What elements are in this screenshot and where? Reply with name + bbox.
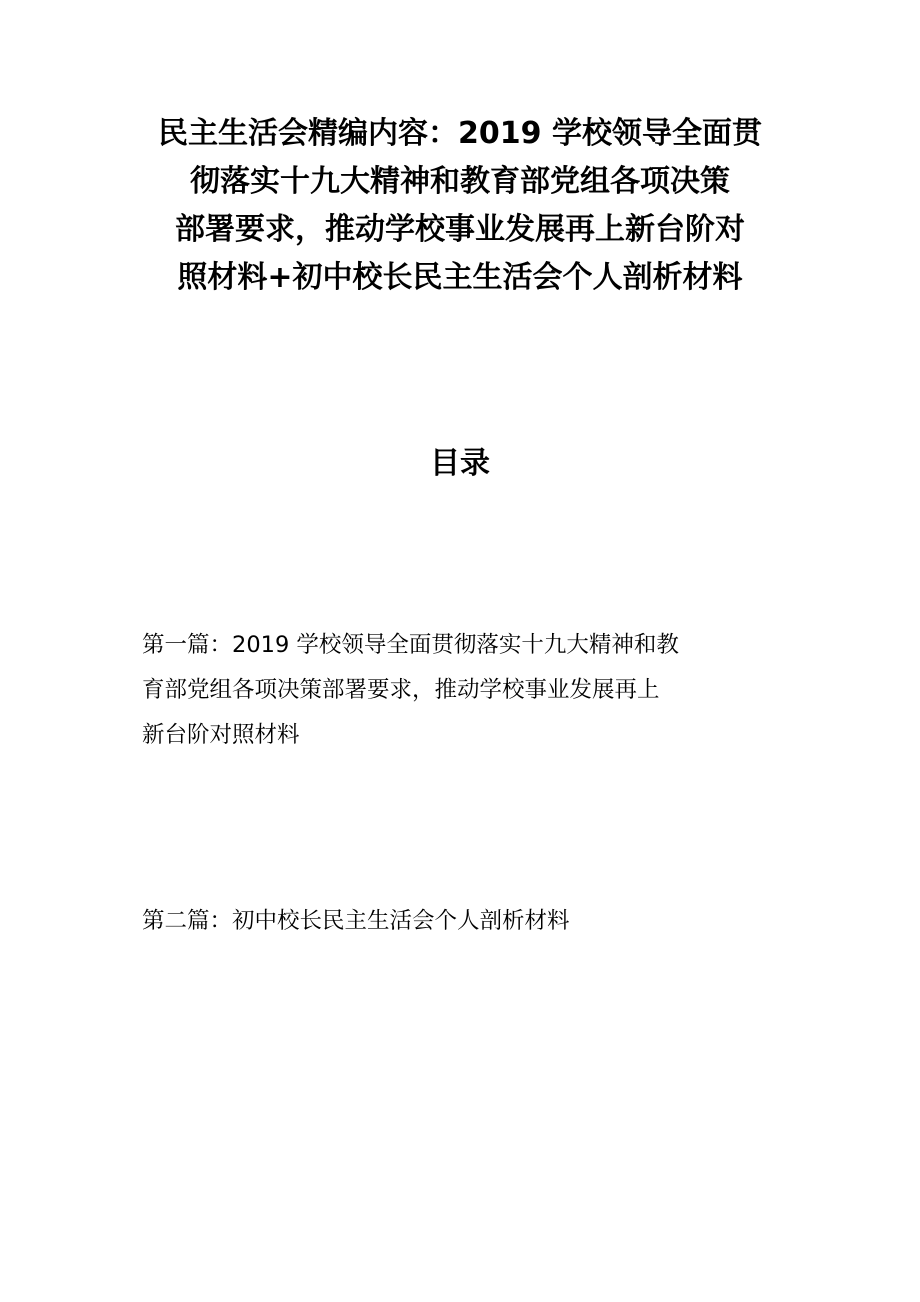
toc-entry-line: 第二篇：初中校长民主生活会个人剖析材料	[142, 908, 570, 934]
toc-entry-part-one	[142, 623, 782, 758]
toc-entry-line: 育部党组各项决策部署要求，推动学校事业发展再上	[142, 677, 660, 703]
toc-entry-part-two	[142, 899, 782, 944]
document-title-line: 部署要求，推动学校事业发展再上新台阶对	[175, 212, 745, 247]
document-title-line: 民主生活会精编内容：2019 学校领导全面贯	[158, 116, 762, 151]
document-title	[138, 110, 782, 302]
document-title-line: 彻落实十九大精神和教育部党组各项决策	[190, 164, 730, 199]
document-title-line: 照材料+初中校长民主生活会个人剖析材料	[177, 260, 743, 295]
toc-heading: 目录	[430, 446, 490, 481]
toc-entry-line: 第一篇：2019 学校领导全面贯彻落实十九大精神和教	[142, 632, 679, 658]
toc-entry-line: 新台阶对照材料	[142, 722, 300, 748]
